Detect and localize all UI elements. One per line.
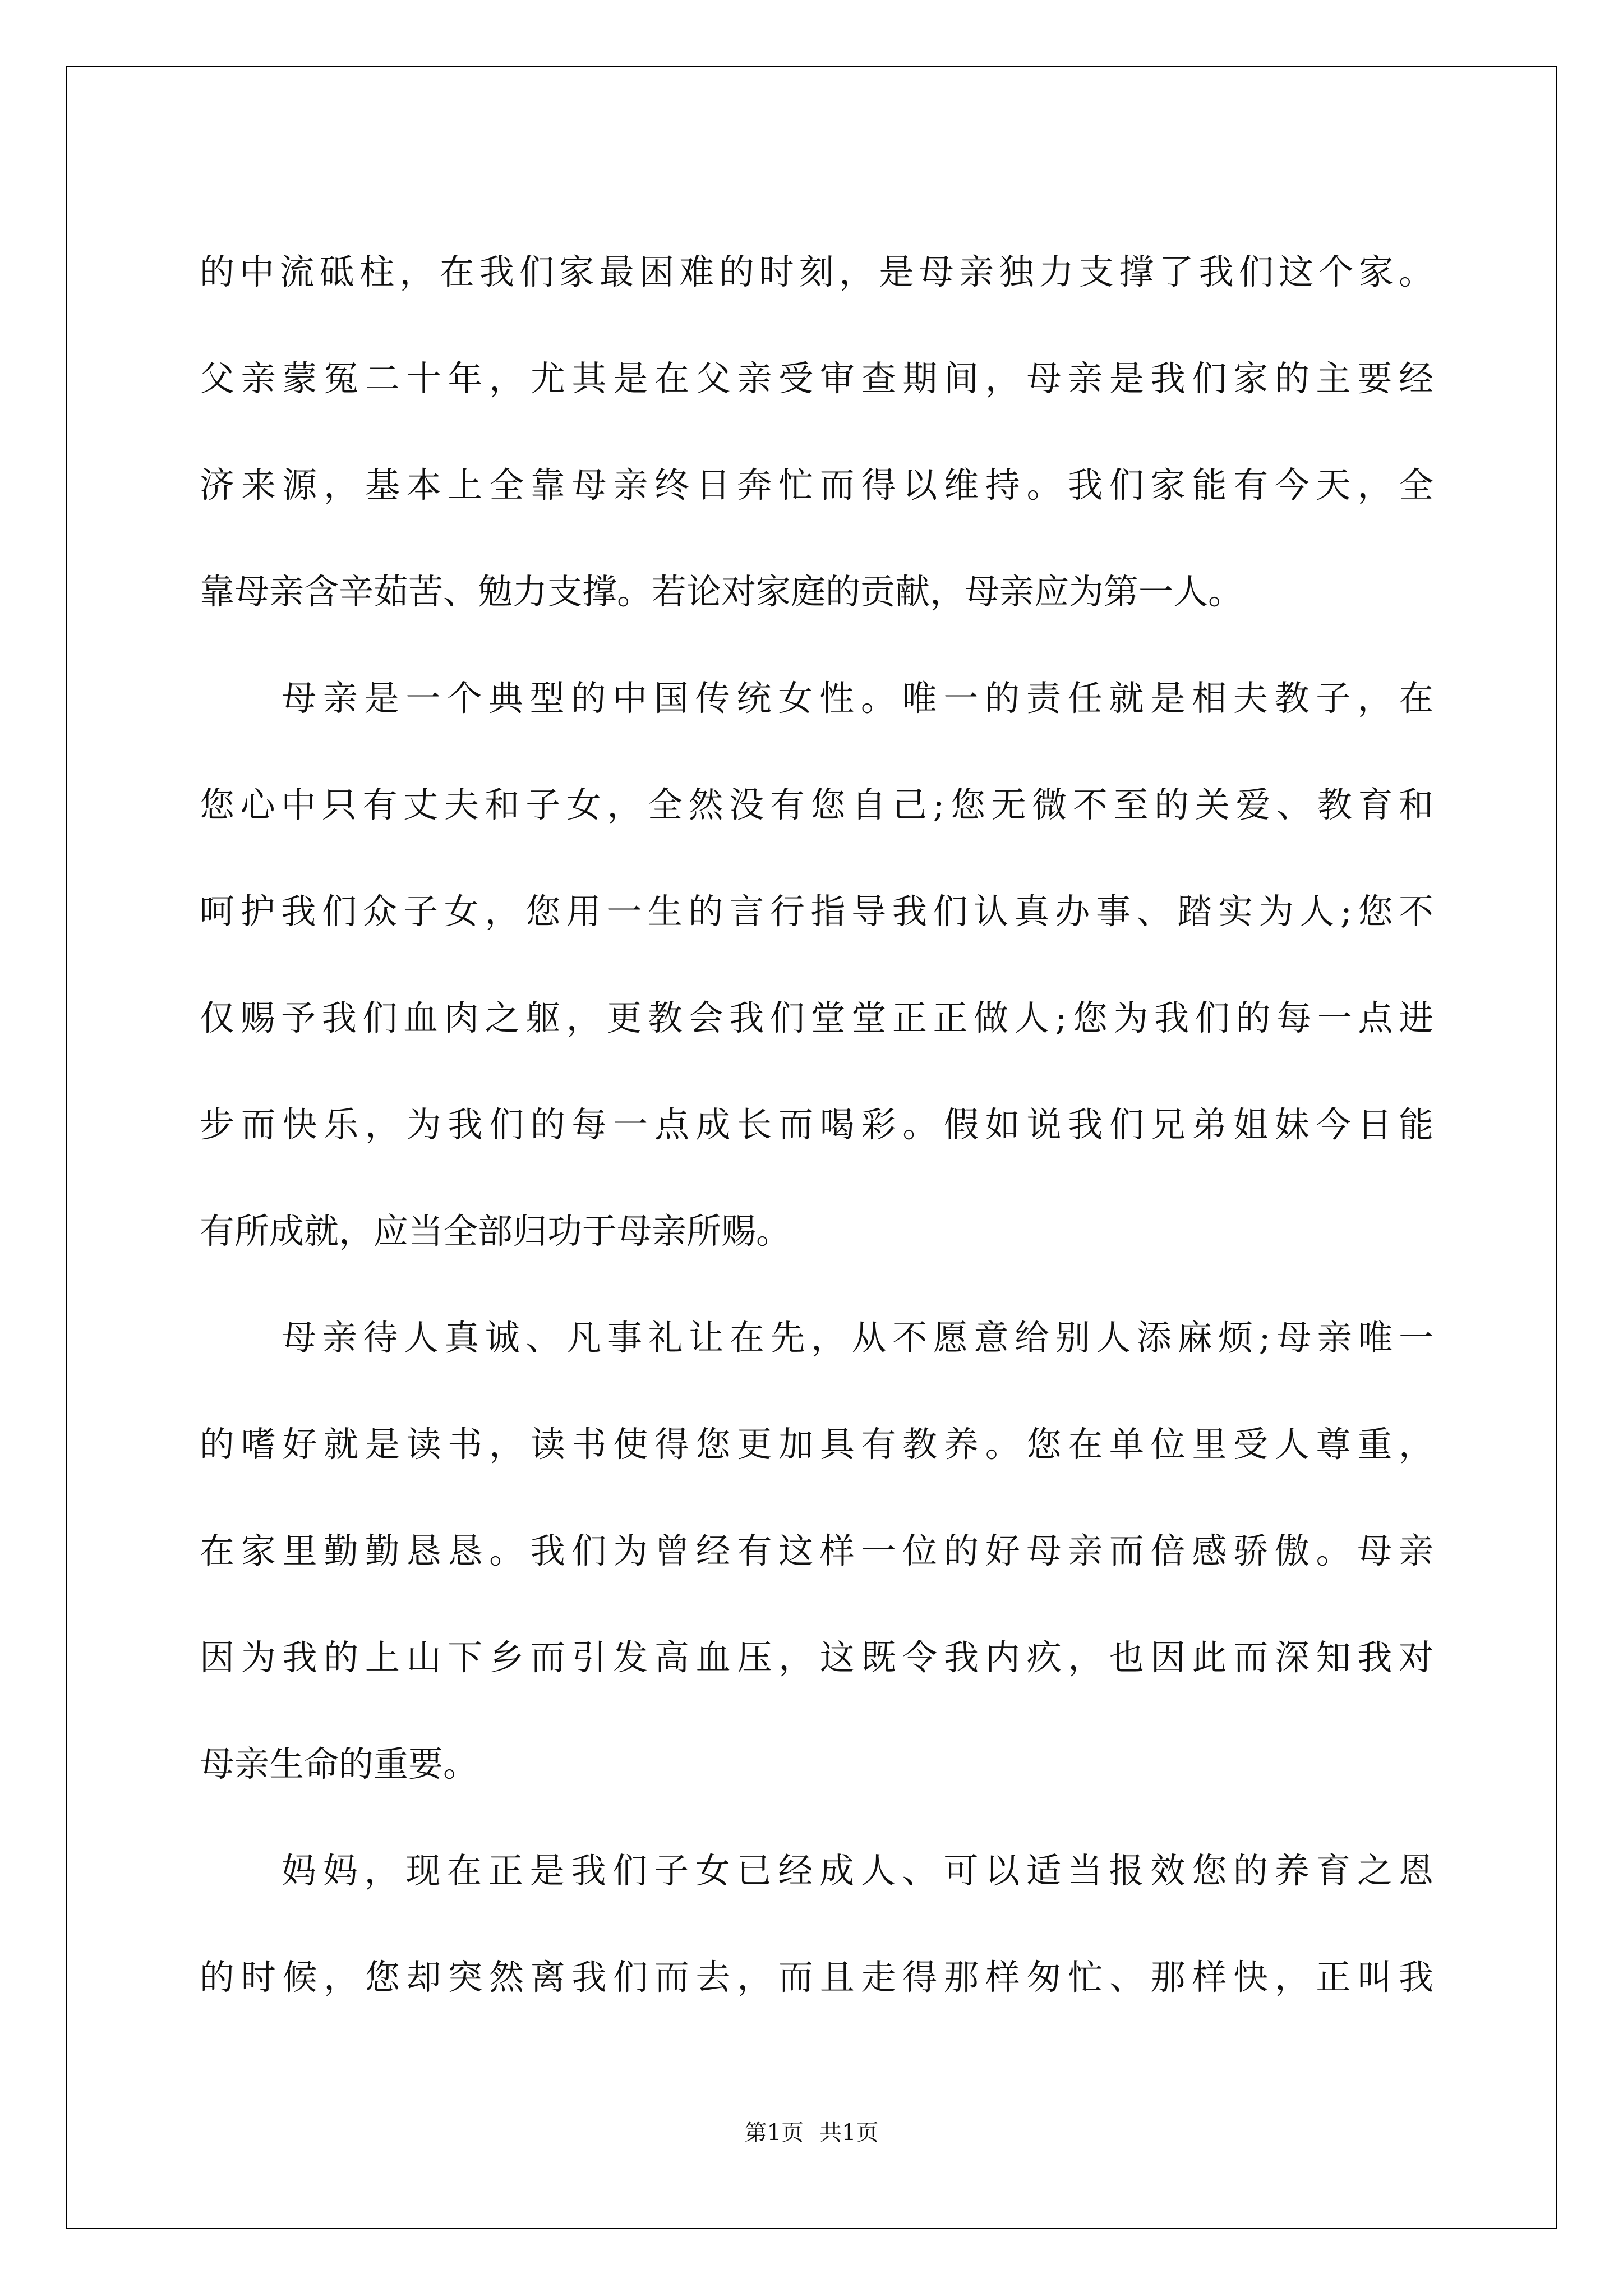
text-line: 有所成就，应当全部归功于母亲所赐。: [200, 1211, 791, 1251]
paragraph-first-line: 母亲待人真诚、凡事礼让在先，从不愿意给别人添麻烦;母亲唯一: [282, 1317, 1433, 1358]
paragraph-first-line: 妈妈，现在正是我们子女已经成人、可以适当报效您的养育之恩: [282, 1850, 1433, 1891]
text-line: 的时候，您却突然离我们而去，而且走得那样匆忙、那样快，正叫我: [200, 1957, 1433, 1998]
text-line: 在家里勤勤恳恳。我们为曾经有这样一位的好母亲而倍感骄傲。母亲: [200, 1530, 1433, 1571]
page-footer: [0, 2115, 1623, 2147]
text-line: 步而快乐，为我们的每一点成长而喝彩。假如说我们兄弟姐妹今日能: [200, 1104, 1433, 1145]
page-total: 共1页: [819, 2120, 879, 2146]
text-line: 的嗜好就是读书，读书使得您更加具有教养。您在单位里受人尊重，: [200, 1424, 1433, 1465]
text-line: 因为我的上山下乡而引发高血压，这既令我内疚，也因此而深知我对: [200, 1637, 1433, 1678]
text-line: 母亲生命的重要。: [200, 1743, 478, 1784]
text-line: 济来源，基本上全靠母亲终日奔忙而得以维持。我们家能有今天，全: [200, 464, 1433, 505]
text-line: 仅赐予我们血肉之躯，更教会我们堂堂正正做人;您为我们的每一点进: [200, 997, 1433, 1038]
text-line: 的中流砥柱，在我们家最困难的时刻，是母亲独力支撑了我们这个家。: [200, 251, 1433, 292]
paragraph-first-line: 母亲是一个典型的中国传统女性。唯一的责任就是相夫教子，在: [282, 678, 1433, 719]
text-line: 呵护我们众子女，您用一生的言行指导我们认真办事、踏实为人;您不: [200, 891, 1433, 932]
text-line: 靠母亲含辛茹苦、勉力支撑。若论对家庭的贡献，母亲应为第一人。: [200, 571, 1243, 612]
page-number: 第1页: [744, 2120, 804, 2146]
document-body: [200, 219, 1450, 2031]
text-line: 您心中只有丈夫和子女，全然没有您自己;您无微不至的关爱、教育和: [200, 784, 1433, 825]
text-line: 父亲蒙冤二十年，尤其是在父亲受审查期间，母亲是我们家的主要经: [200, 358, 1433, 399]
